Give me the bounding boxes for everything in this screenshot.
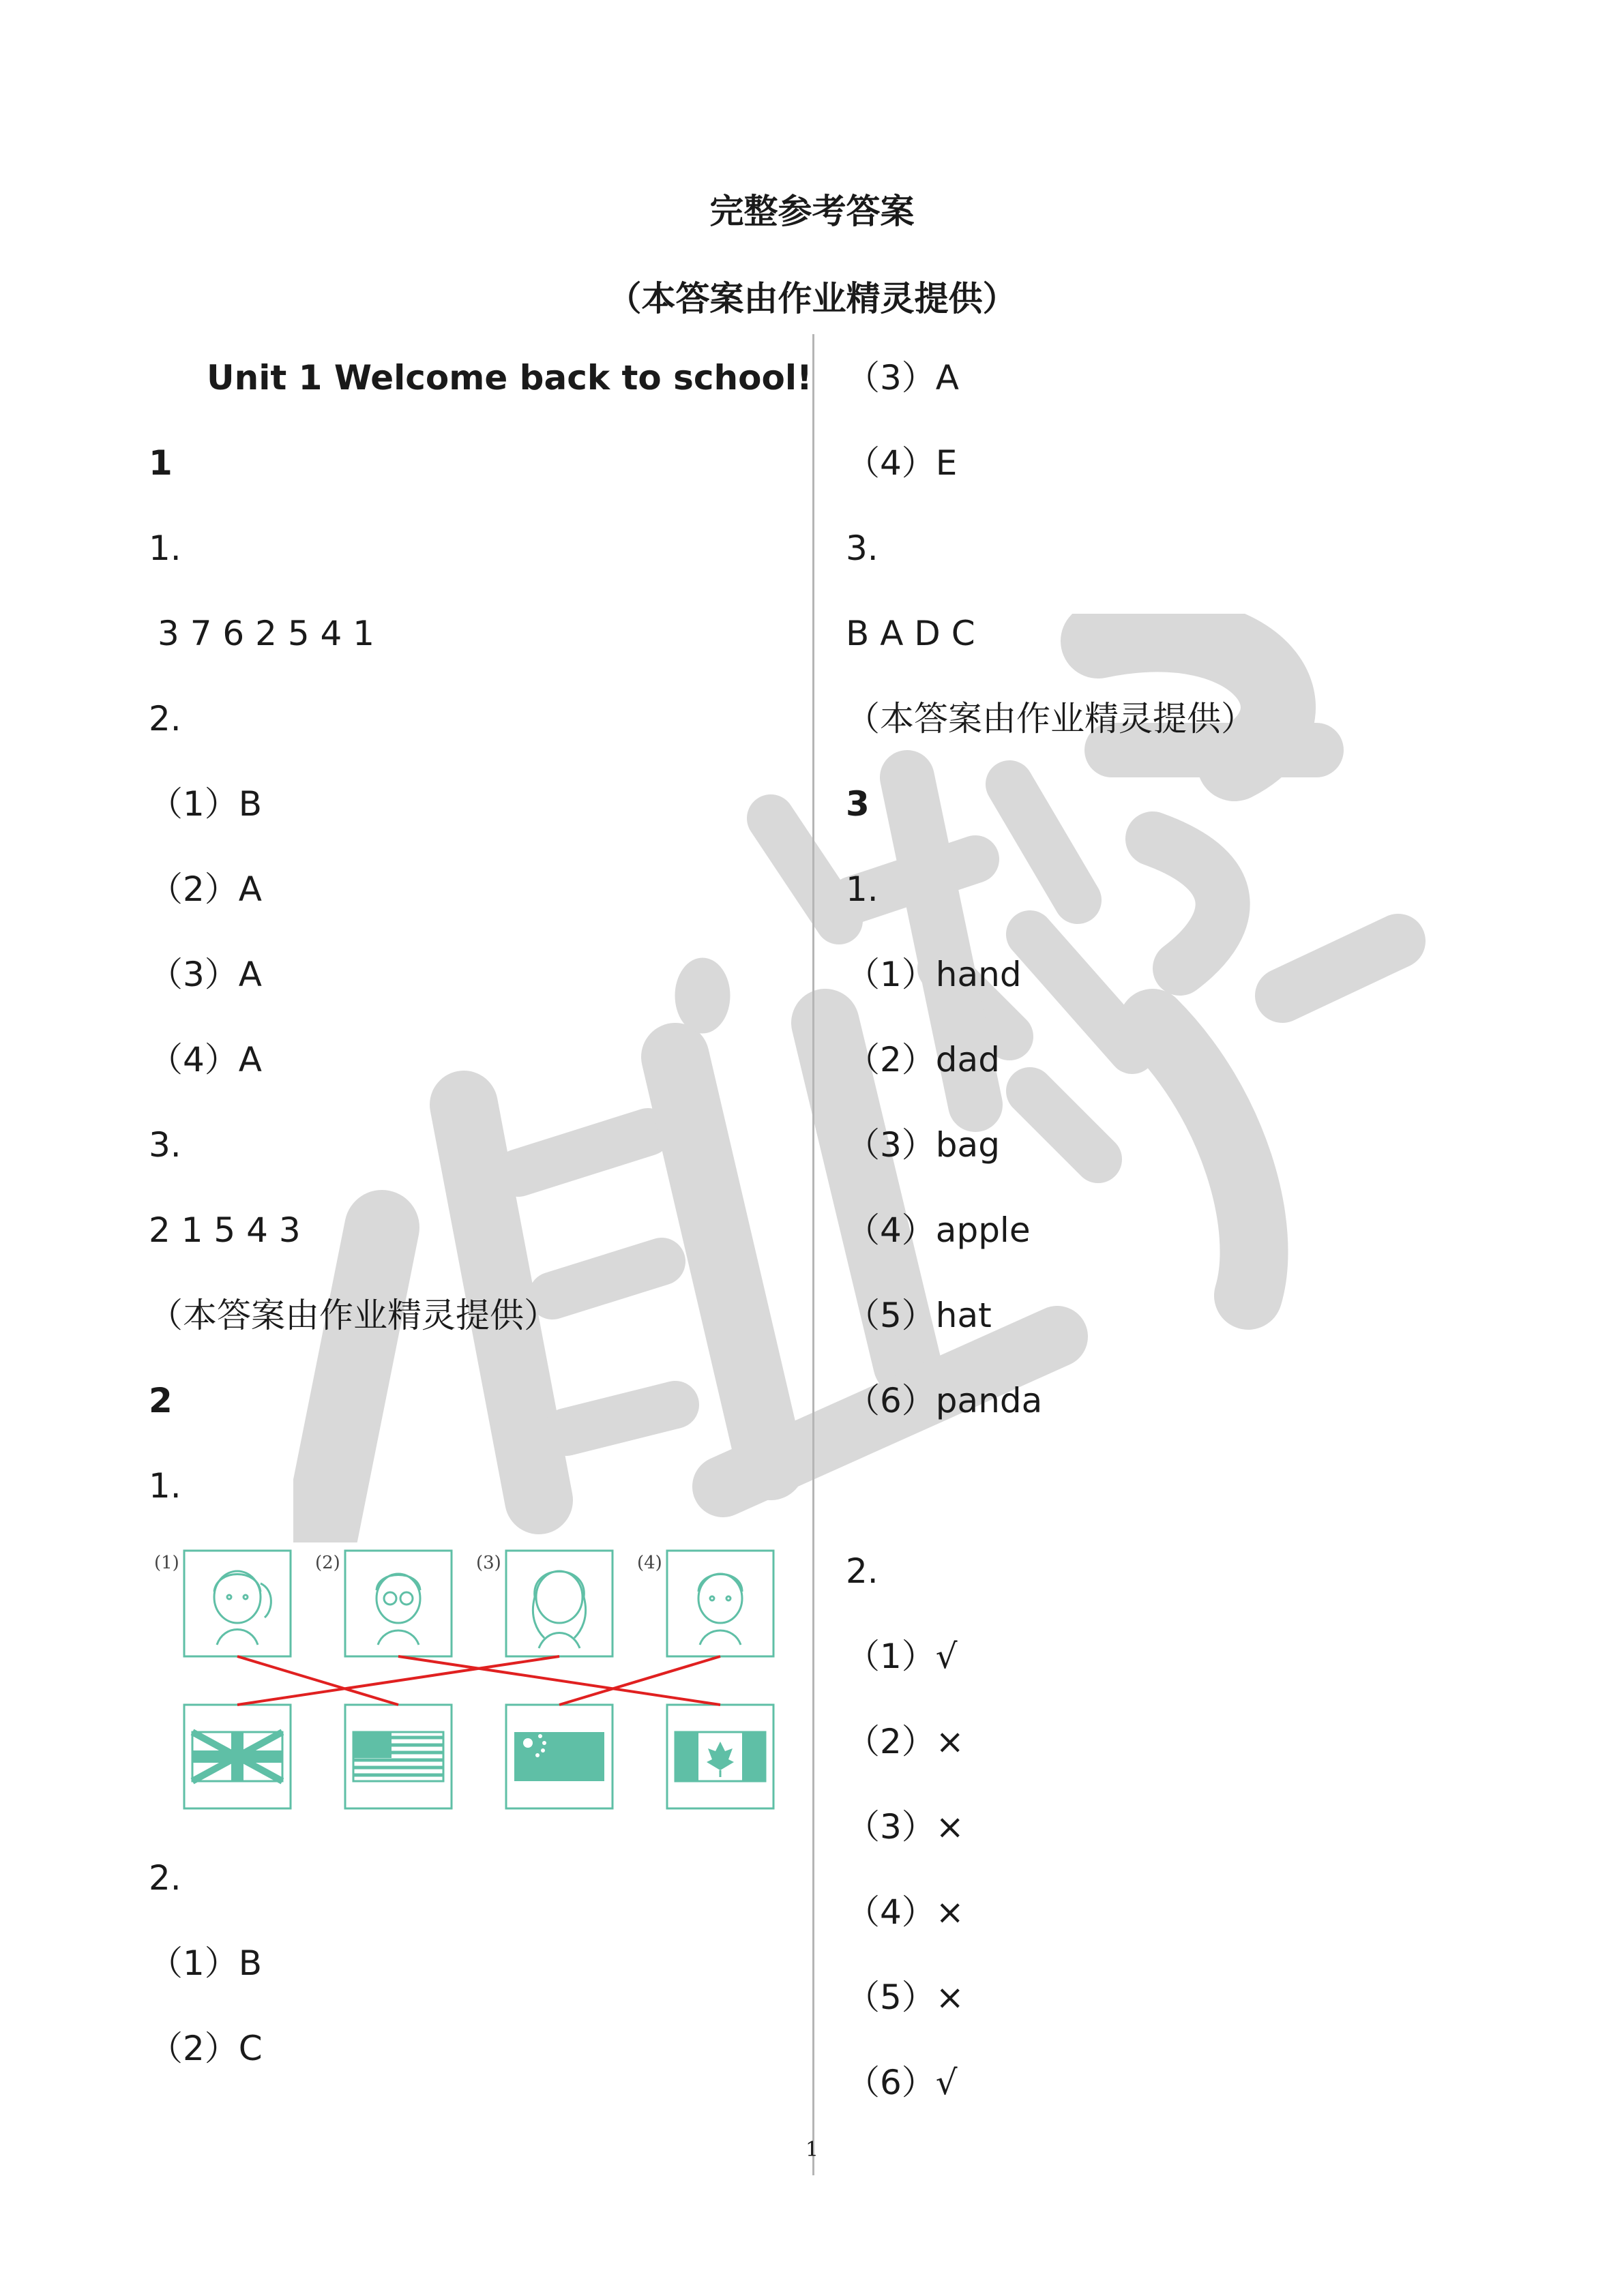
- china-flag-icon: [514, 1732, 604, 1781]
- us-flag-icon: [353, 1732, 443, 1781]
- question-number: 2.: [149, 1858, 181, 1898]
- canada-flag-icon: [675, 1732, 765, 1781]
- answer-text: B A D C: [846, 614, 975, 653]
- answer-text: （4）E: [846, 443, 958, 483]
- answer-text: （4）A: [149, 1040, 263, 1079]
- answer-text: （1）√: [846, 1637, 958, 1676]
- answer-text: （3）bag: [846, 1125, 1000, 1165]
- section-heading-3: 3: [846, 784, 870, 824]
- question-number: 2.: [846, 1551, 879, 1591]
- question-number: 3.: [149, 1125, 181, 1165]
- column-divider: [812, 334, 814, 2175]
- figure-label-2: (2): [315, 1553, 340, 1573]
- uk-flag-icon: [192, 1732, 282, 1781]
- answer-text: （3）A: [846, 358, 960, 398]
- answer-text: （4）apple: [846, 1210, 1031, 1250]
- answer-text: （6）panda: [846, 1381, 1043, 1420]
- question-number: 1.: [149, 1466, 181, 1506]
- provider-note: （本答案由作业精灵提供）: [149, 1296, 558, 1335]
- answer-text: （2）×: [846, 1722, 964, 1761]
- answer-text: （2）A: [149, 869, 263, 909]
- answer-text: （1）B: [149, 1943, 263, 1983]
- answer-text: 3 7 6 2 5 4 1: [158, 614, 375, 653]
- answer-text: 2 1 5 4 3: [149, 1210, 301, 1250]
- page-subtitle: （本答案由作业精灵提供）: [607, 279, 1017, 318]
- question-number: 1.: [846, 869, 879, 909]
- answer-text: （2）dad: [846, 1040, 1000, 1079]
- answer-text: （1）hand: [846, 955, 1022, 994]
- figure-label-1: (1): [154, 1553, 179, 1573]
- figure-label-3: (3): [476, 1553, 501, 1573]
- answer-text: （1）B: [149, 784, 263, 824]
- answer-text: （4）×: [846, 1892, 964, 1932]
- figure-label-4: (4): [637, 1553, 662, 1573]
- page-number: 1: [805, 2138, 819, 2162]
- question-number: 1.: [149, 528, 181, 568]
- answer-text: （6）√: [846, 2063, 958, 2102]
- answer-text: （3）A: [149, 955, 263, 994]
- question-number: 2.: [149, 699, 181, 739]
- watermark: [293, 614, 1426, 1582]
- answer-text: （3）×: [846, 1807, 964, 1847]
- page-title: 完整参考答案: [709, 192, 915, 231]
- matching-figure: [149, 1542, 776, 1815]
- answer-text: （5）hat: [846, 1296, 992, 1335]
- answer-text: （2）C: [149, 2029, 263, 2068]
- unit-title: Unit 1 Welcome back to school!: [207, 358, 812, 398]
- section-heading-1: 1: [149, 443, 173, 483]
- question-number: 3.: [846, 528, 879, 568]
- section-heading-2: 2: [149, 1381, 173, 1420]
- answer-text: （5）×: [846, 1978, 964, 2017]
- provider-note: （本答案由作业精灵提供）: [846, 699, 1255, 739]
